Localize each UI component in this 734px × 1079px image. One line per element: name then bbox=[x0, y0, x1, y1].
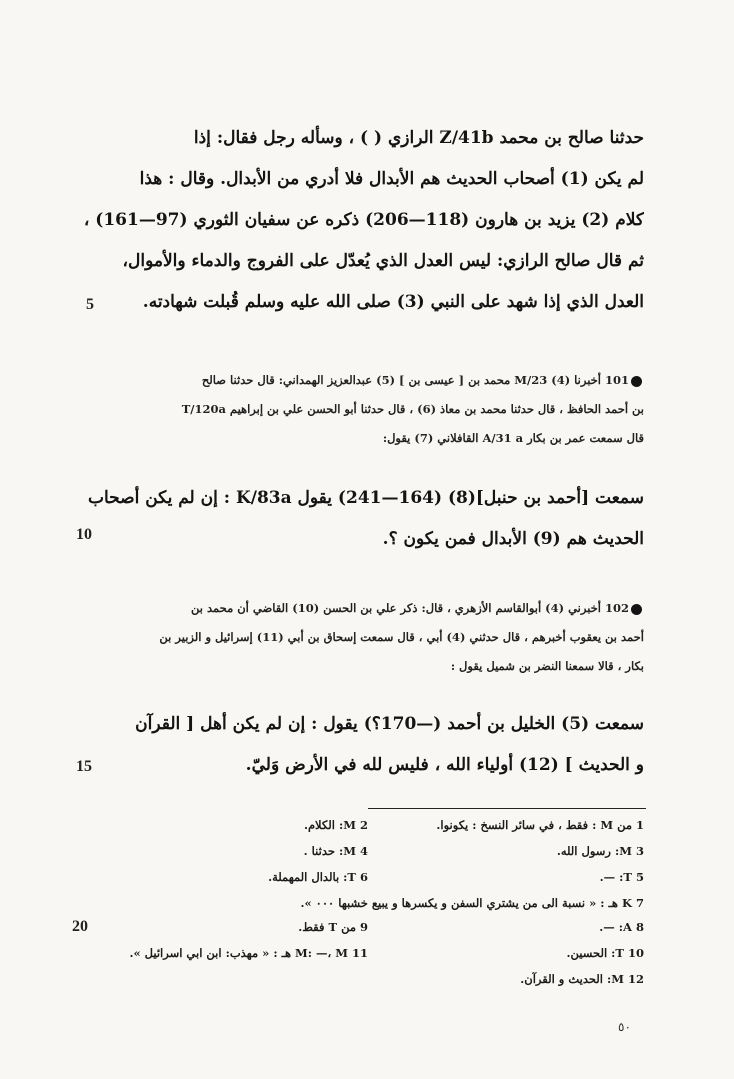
text-line: الحديث هم (9) الأبدال فمن يكون ؟. bbox=[382, 529, 644, 549]
page-number: ٥٠ bbox=[618, 1020, 631, 1034]
line-number-10: 10 bbox=[76, 526, 92, 543]
footnote-row: 5 T: —. bbox=[599, 870, 644, 884]
footnote-row: 12 M: الحديث و القرآن. bbox=[520, 972, 644, 986]
footnote-row: 7 K هـ : « نسبة الى من يشتري السفن و يكسرها و يبيع خشبها ٠٠٠ ». bbox=[300, 896, 644, 910]
footnote-row: 6 T: بالدال المهملة. bbox=[268, 870, 368, 884]
text-line: 101 أخبرنا (4) M/23 محمد بن [ عيسى بن ] (5) عبدالعزيز الهمداني: قال حدثنا صالح bbox=[84, 366, 644, 395]
bullet-marker bbox=[631, 376, 642, 387]
paragraph-5 bbox=[84, 704, 644, 786]
text-line: بكار ، قالا سمعنا النضر بن شميل يقول : bbox=[450, 659, 644, 673]
footnote-row: 9 من T فقط. bbox=[298, 920, 368, 934]
footnote-row: 8 A: —. bbox=[599, 920, 644, 934]
footnote-rule bbox=[368, 808, 646, 809]
bullet-marker bbox=[631, 604, 642, 615]
paragraph-102 bbox=[84, 594, 644, 681]
footnote-row: 1 من M : فقط ، في سائر النسخ : يكونوا. bbox=[436, 818, 644, 832]
footnote-row: 4 M: حدثنا . bbox=[303, 844, 368, 858]
line-number-15: 15 bbox=[76, 758, 92, 775]
footnote-row: 11 M: —، M هـ : « مهذب: ابن ابي اسرائيل ». bbox=[129, 946, 368, 960]
text-line: حدثنا صالح بن محمد Z/41b الرازي ( ) ، وسأله رجل فقال: إذا bbox=[193, 128, 644, 148]
text-line: و الحديث ] (12) أولياء الله ، فليس لله في الأرض وَليّ. bbox=[245, 755, 644, 775]
paragraph-101 bbox=[84, 366, 644, 453]
text-line: لم يكن (1) أصحاب الحديث هم الأبدال فلا أدري من الأبدال. وقال : هذا bbox=[139, 169, 644, 189]
text-line: سمعت [أحمد بن حنبل](8) (164—241) يقول K/83a : إن لم يكن أصحاب bbox=[88, 488, 644, 508]
footnote-row: 3 M: رسول الله. bbox=[556, 844, 644, 858]
paragraph-1 bbox=[84, 118, 644, 323]
text-line: كلام (2) يزيد بن هارون (118—206) ذكره عن سفيان الثوري (97—161) ، bbox=[84, 210, 644, 230]
line-number-20: 20 bbox=[72, 918, 88, 935]
footnote-row: 2 M: الكلام. bbox=[303, 818, 368, 832]
text-line: بن أحمد الحافظ ، قال حدثنا محمد بن معاذ (6) ، قال حدثنا أبو الحسن علي بن إبراهيم T/120a bbox=[181, 402, 644, 416]
footnote-row: 10 T: الحسين. bbox=[566, 946, 644, 960]
text-line: العدل الذي إذا شهد على النبي (3) صلى الله عليه وسلم قُبلت شهادته. bbox=[142, 292, 644, 312]
paragraph-3 bbox=[84, 478, 644, 560]
text-line: 102 أخبرني (4) أبوالقاسم الأزهري ، قال: ذكر علي بن الحسن (10) القاضي أن محمد بن bbox=[84, 594, 644, 623]
text-line: قال سمعت عمر بن بكار A/31 a القافلاني (7) يقول: bbox=[382, 431, 644, 445]
text-line: سمعت (5) الخليل بن أحمد (—170؟) يقول : إن لم يكن أهل [ القرآن bbox=[135, 714, 644, 734]
line-number-5: 5 bbox=[86, 296, 94, 313]
text-line: ثم قال صالح الرازي: ليس العدل الذي يُعدّل على الفروج والدماء والأموال، bbox=[122, 251, 644, 271]
text-line: أحمد بن يعقوب أخبرهم ، قال حدثني (4) أبي ، قال سمعت إسحاق بن أبي (11) إسرائيل و الزبير بن bbox=[159, 630, 644, 644]
